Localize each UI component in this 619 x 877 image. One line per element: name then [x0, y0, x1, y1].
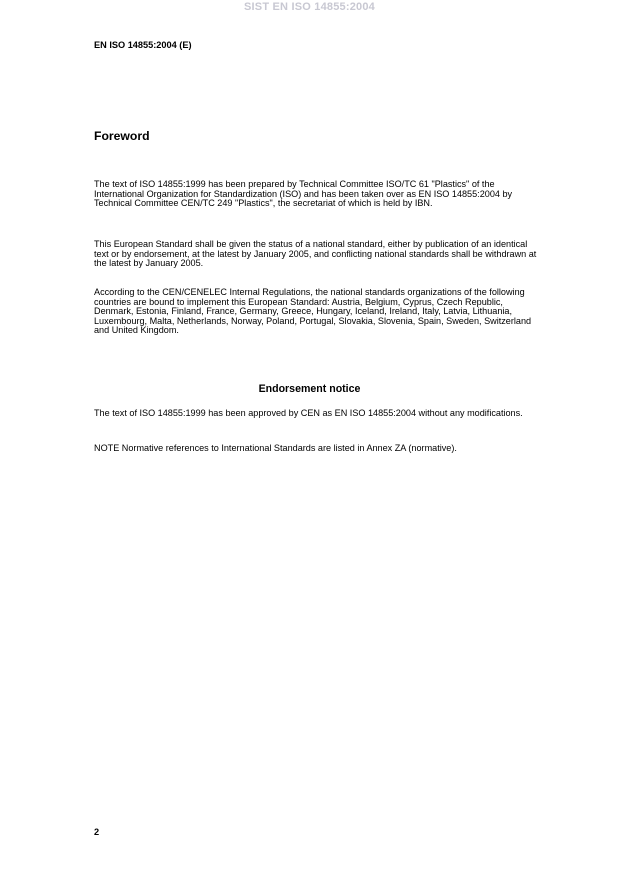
endorsement-paragraph: The text of ISO 14855:1999 has been approved by CEN as EN ISO 14855:2004 without any modifications.: [94, 408, 523, 418]
document-id-header: EN ISO 14855:2004 (E): [94, 40, 192, 50]
endorsement-heading: Endorsement notice: [258, 383, 361, 395]
foreword-paragraph-2: This European Standard shall be given the status of a national standard, either by publication of an identical text or by endorsement, at the latest by January 2005, and conflicting national standards shall be withdrawn at the latest by January 2005.: [94, 239, 537, 269]
foreword-paragraph-1: The text of ISO 14855:1999 has been prepared by Technical Committee ISO/TC 61 "Plastics" of the International Organization for Standardization (ISO) and has been taken over as EN ISO 14855:2004 by Technical Committee CEN/TC 249 "Plastics", the secretariat of which is held by IBN.: [94, 179, 513, 209]
foreword-heading: Foreword: [94, 129, 150, 143]
watermark: SIST EN ISO 14855:2004: [244, 1, 375, 13]
foreword-paragraph-3: According to the CEN/CENELEC Internal Regulations, the national standards organizations of the following countries are bound to implement this European Standard: Austria, Belgium, Cyprus, Czech Republic, Denmark, Estonia, Finland, France, Germany, Greece, Hungary, Iceland, Ireland, Italy, Latvia, Lithuania, Luxembourg, Malta, Netherlands, Norway, Poland, Portugal, Slovakia, Slovenia, Spain, Sweden, Switzerland and United Kingdom.: [94, 287, 532, 336]
endorsement-note: NOTE Normative references to International Standards are listed in Annex ZA (normative).: [94, 443, 457, 453]
page-number: 2: [94, 827, 100, 837]
